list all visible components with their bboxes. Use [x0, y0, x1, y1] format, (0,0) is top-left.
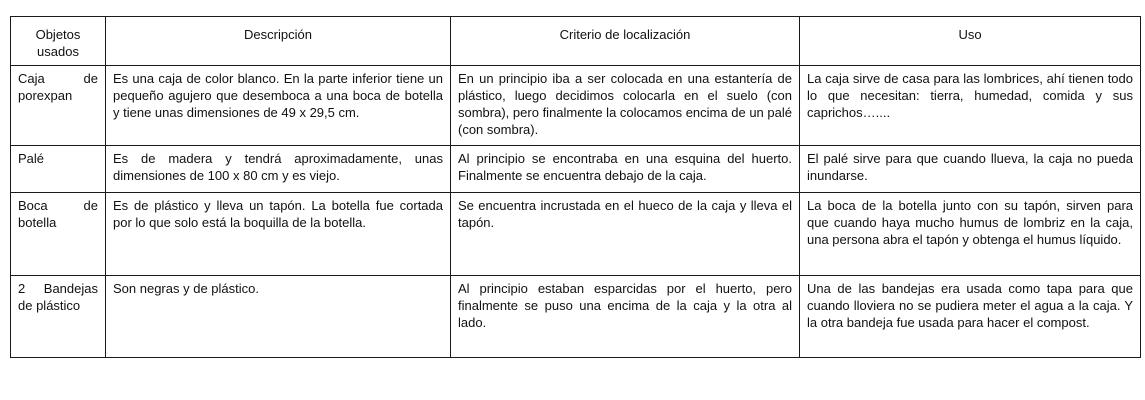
- cell-descripcion: Es de madera y tendrá aproximadamente, unas dimensiones de 100 x 80 cm y es viejo.: [106, 146, 451, 193]
- table-header-row: [11, 17, 1141, 66]
- cell-uso: Una de las bandejas era usada como tapa para que cuando lloviera no se pudiera meter el agua a la caja. Y la otra bandeja fue usada para hacer el compost.: [800, 276, 1141, 358]
- cell-objeto: Caja de porexpan: [11, 66, 106, 146]
- cell-descripcion: Son negras y de plástico.: [106, 276, 451, 358]
- table-row: [11, 146, 1141, 193]
- cell-criterio: Se encuentra incrustada en el hueco de la caja y lleva el tapón.: [451, 193, 800, 276]
- header-objetos-usados: Objetos usados: [11, 17, 106, 66]
- cell-objeto: 2 Bandejas de plástico: [11, 276, 106, 358]
- cell-uso: El palé sirve para que cuando llueva, la caja no pueda inundarse.: [800, 146, 1141, 193]
- table-row: [11, 193, 1141, 276]
- cell-descripcion: Es una caja de color blanco. En la parte inferior tiene un pequeño agujero que desemboca a una boca de botella y tiene unas dimensiones de 49 x 29,5 cm.: [106, 66, 451, 146]
- cell-criterio: En un principio iba a ser colocada en una estantería de plástico, luego decidimos colocarla en el suelo (con sombra), pero finalmente la colocamos encima de un palé (con sombra).: [451, 66, 800, 146]
- table-row: [11, 276, 1141, 358]
- cell-objeto: Boca de botella: [11, 193, 106, 276]
- header-uso: Uso: [800, 17, 1141, 66]
- objects-table: [10, 16, 1141, 358]
- cell-uso: La caja sirve de casa para las lombrices, ahí tienen todo lo que necesitan: tierra, humedad, comida y sus caprichos…....: [800, 66, 1141, 146]
- cell-uso: La boca de la botella junto con su tapón, sirven para que cuando haya mucho humus de lombriz en la caja, una persona abra el tapón y obtenga el humus líquido.: [800, 193, 1141, 276]
- table-row: [11, 66, 1141, 146]
- cell-criterio: Al principio se encontraba en una esquina del huerto. Finalmente se encuentra debajo de la caja.: [451, 146, 800, 193]
- cell-objeto: Palé: [11, 146, 106, 193]
- cell-descripcion: Es de plástico y lleva un tapón. La botella fue cortada por lo que solo está la boquilla de la botella.: [106, 193, 451, 276]
- header-descripcion: Descripción: [106, 17, 451, 66]
- cell-criterio: Al principio estaban esparcidas por el huerto, pero finalmente se puso una encima de la caja y la otra al lado.: [451, 276, 800, 358]
- header-criterio-localizacion: Criterio de localización: [451, 17, 800, 66]
